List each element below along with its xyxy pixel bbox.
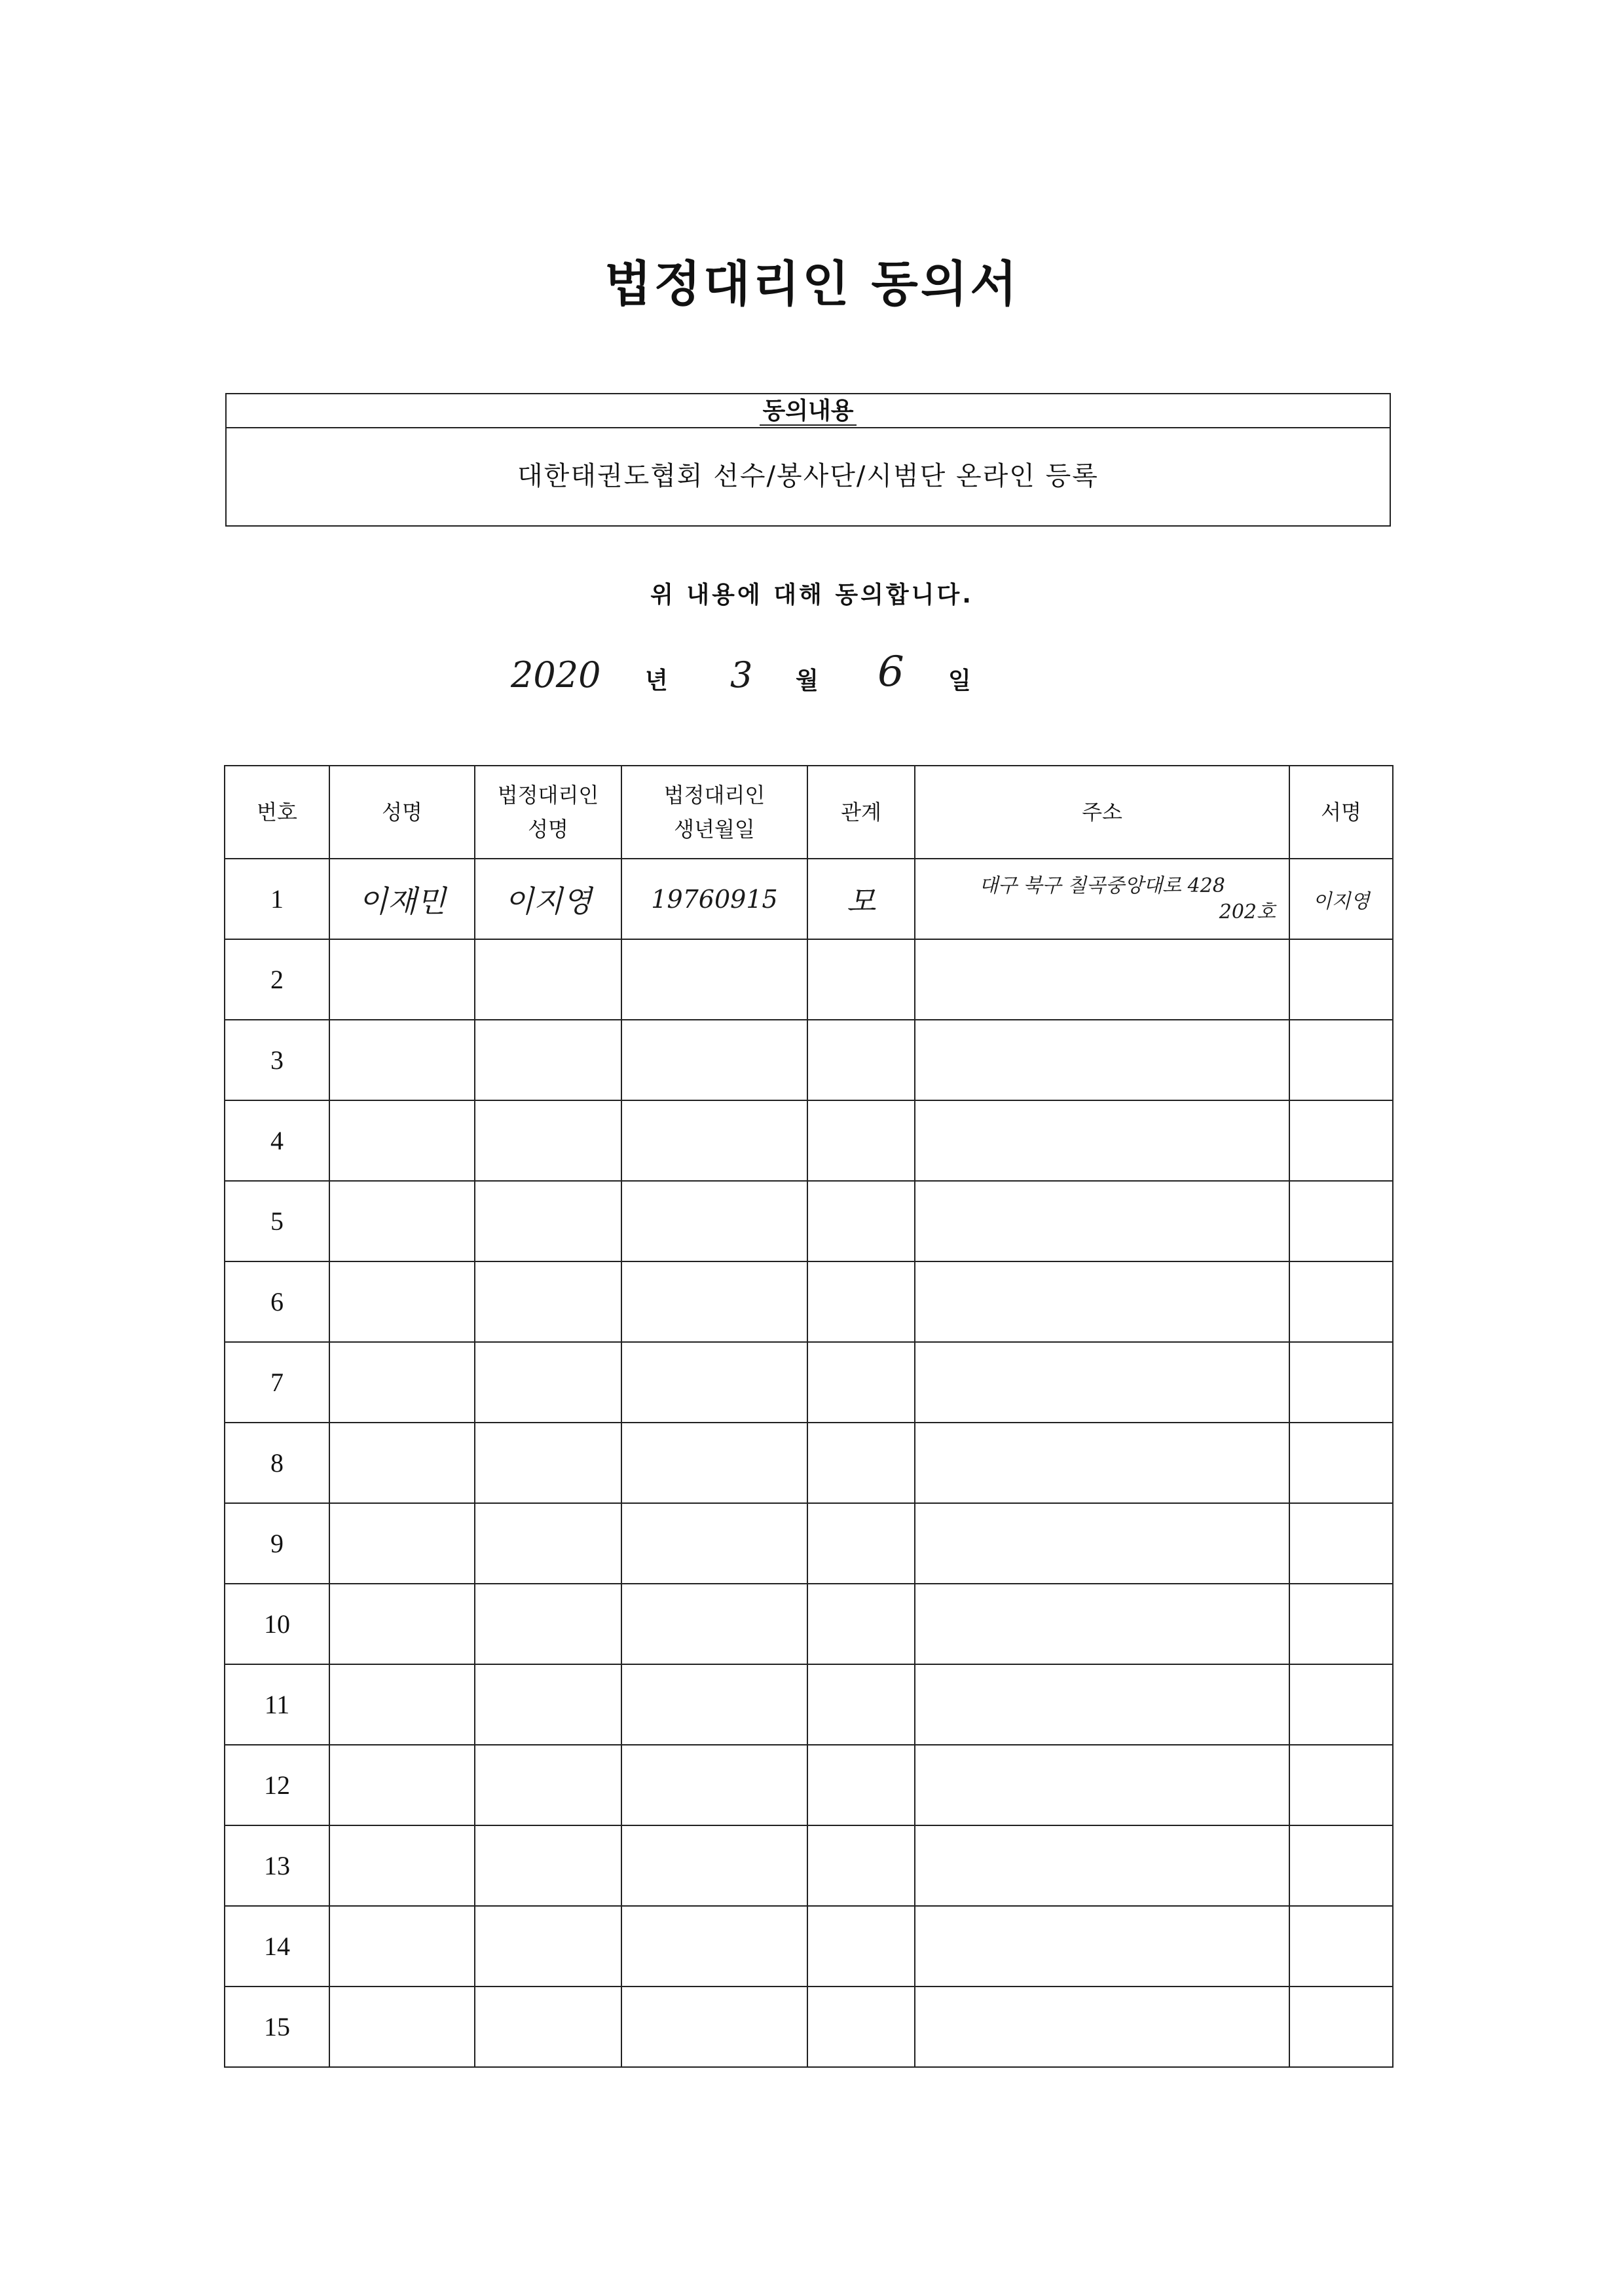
row-guardian-birth[interactable]	[621, 1342, 807, 1423]
row-signature[interactable]	[1289, 939, 1393, 1020]
row-signature[interactable]	[1289, 1020, 1393, 1100]
row-address	[915, 859, 1289, 939]
header-name: 성명	[329, 766, 475, 859]
row-guardian-birth[interactable]	[621, 1825, 807, 1906]
row-relation[interactable]	[807, 1584, 915, 1664]
table-row	[225, 1423, 1393, 1503]
row-guardian-name[interactable]	[475, 1100, 621, 1181]
header-address: 주소	[915, 766, 1289, 859]
row-no: 1	[225, 859, 329, 939]
row-guardian-birth[interactable]	[621, 1745, 807, 1825]
row-relation[interactable]	[807, 939, 915, 1020]
table-row	[225, 1261, 1393, 1342]
row-relation[interactable]	[807, 1342, 915, 1423]
row-relation[interactable]	[807, 1181, 915, 1261]
row-no: 8	[225, 1423, 329, 1503]
row-relation[interactable]	[807, 1825, 915, 1906]
guardian-table	[224, 765, 1393, 2068]
row-name[interactable]	[329, 1423, 475, 1503]
row-guardian-birth[interactable]	[621, 1100, 807, 1181]
row-address-line2: 202호	[1219, 900, 1276, 924]
row-guardian-name[interactable]	[475, 1745, 621, 1825]
consent-header-label: 동의내용	[760, 398, 856, 426]
row-address[interactable]	[915, 939, 1289, 1020]
row-address[interactable]	[915, 1664, 1289, 1745]
row-relation[interactable]	[807, 1503, 915, 1584]
row-address[interactable]	[915, 1342, 1289, 1423]
table-row	[225, 1906, 1393, 1987]
row-name[interactable]	[329, 1584, 475, 1664]
consent-header	[227, 394, 1390, 428]
row-guardian-name[interactable]	[475, 1987, 621, 2067]
row-relation[interactable]	[807, 1906, 915, 1987]
table-row	[225, 1342, 1393, 1423]
row-no: 13	[225, 1825, 329, 1906]
row-address[interactable]	[915, 1987, 1289, 2067]
row-guardian-name[interactable]	[475, 1423, 621, 1503]
row-guardian-birth[interactable]	[621, 1423, 807, 1503]
row-address[interactable]	[915, 1745, 1289, 1825]
row-guardian-birth[interactable]	[621, 1987, 807, 2067]
row-address-line1: 대구 북구 칠곡중앙대로 428	[979, 874, 1225, 897]
date-year: 2020	[511, 654, 601, 696]
row-signature[interactable]	[1289, 1584, 1393, 1664]
row-name[interactable]	[329, 1906, 475, 1987]
row-name[interactable]	[329, 1181, 475, 1261]
row-address[interactable]	[915, 1181, 1289, 1261]
table-row	[225, 1181, 1393, 1261]
row-no: 14	[225, 1906, 329, 1987]
row-guardian-birth[interactable]	[621, 1261, 807, 1342]
row-guardian-name[interactable]	[475, 1342, 621, 1423]
table-row	[225, 1584, 1393, 1664]
header-guardian-birth-line1: 법정대리인	[663, 783, 766, 808]
row-name: 이재민	[329, 859, 475, 939]
row-name[interactable]	[329, 1503, 475, 1584]
row-signature[interactable]	[1289, 1342, 1393, 1423]
row-no: 7	[225, 1342, 329, 1423]
row-address[interactable]	[915, 1825, 1289, 1906]
row-relation[interactable]	[807, 1020, 915, 1100]
header-guardian-name-line1: 법정대리인	[497, 783, 599, 808]
consent-box	[225, 393, 1391, 527]
header-no: 번호	[225, 766, 329, 859]
row-no: 3	[225, 1020, 329, 1100]
row-address[interactable]	[915, 1423, 1289, 1503]
row-name[interactable]	[329, 1987, 475, 2067]
date-month: 3	[730, 654, 753, 696]
row-no: 9	[225, 1503, 329, 1584]
row-no: 4	[225, 1100, 329, 1181]
row-guardian-birth[interactable]	[621, 1503, 807, 1584]
table-row	[225, 1100, 1393, 1181]
row-relation[interactable]	[807, 1745, 915, 1825]
row-signature[interactable]	[1289, 1906, 1393, 1987]
row-name[interactable]	[329, 1745, 475, 1825]
row-signature[interactable]	[1289, 1423, 1393, 1503]
row-name[interactable]	[329, 1664, 475, 1745]
table-row	[225, 1987, 1393, 2067]
row-guardian-birth[interactable]	[621, 1584, 807, 1664]
document-title: 법정대리인 동의서	[604, 256, 1020, 312]
row-no: 12	[225, 1745, 329, 1825]
row-no: 15	[225, 1987, 329, 2067]
row-address[interactable]	[915, 1020, 1289, 1100]
row-no: 5	[225, 1181, 329, 1261]
row-relation[interactable]	[807, 1664, 915, 1745]
row-guardian-name[interactable]	[475, 1825, 621, 1906]
row-signature[interactable]	[1289, 1825, 1393, 1906]
header-guardian-name-line2: 성명	[528, 817, 568, 842]
row-signature[interactable]	[1289, 1503, 1393, 1584]
table-row	[225, 939, 1393, 1020]
row-name[interactable]	[329, 1261, 475, 1342]
date-day-label: 일	[948, 667, 971, 694]
row-signature: 이지영	[1289, 859, 1393, 939]
row-guardian-birth: 19760915	[621, 859, 807, 939]
row-address[interactable]	[915, 1100, 1289, 1181]
row-guardian-birth[interactable]	[621, 1906, 807, 1987]
row-guardian-name[interactable]	[475, 1181, 621, 1261]
row-no: 11	[225, 1664, 329, 1745]
row-signature[interactable]	[1289, 1181, 1393, 1261]
header-signature: 서명	[1289, 766, 1393, 859]
row-guardian-birth[interactable]	[621, 1664, 807, 1745]
row-address[interactable]	[915, 1261, 1289, 1342]
date-month-label: 월	[796, 667, 819, 694]
row-address[interactable]	[915, 1503, 1289, 1584]
table-row	[225, 859, 1393, 939]
row-relation[interactable]	[807, 1100, 915, 1181]
header-relation: 관계	[807, 766, 915, 859]
row-no: 10	[225, 1584, 329, 1664]
row-name[interactable]	[329, 939, 475, 1020]
row-relation: 모	[807, 859, 915, 939]
row-guardian-birth[interactable]	[621, 1020, 807, 1100]
row-guardian-name[interactable]	[475, 1664, 621, 1745]
header-guardian-birth	[621, 766, 807, 859]
row-signature[interactable]	[1289, 1100, 1393, 1181]
agree-statement: 위 내용에 대해 동의합니다.	[650, 582, 974, 608]
row-guardian-name[interactable]	[475, 1906, 621, 1987]
row-guardian-name: 이지영	[475, 859, 621, 939]
row-signature[interactable]	[1289, 1745, 1393, 1825]
table-header-row	[225, 766, 1393, 859]
row-relation[interactable]	[807, 1423, 915, 1503]
consent-body: 대한태권도협회 선수/봉사단/시범단 온라인 등록	[517, 461, 1099, 491]
row-guardian-name[interactable]	[475, 1503, 621, 1584]
row-guardian-birth[interactable]	[621, 1181, 807, 1261]
row-name[interactable]	[329, 1825, 475, 1906]
row-address[interactable]	[915, 1584, 1289, 1664]
header-guardian-birth-line2: 생년월일	[674, 817, 755, 842]
row-guardian-name[interactable]	[475, 1020, 621, 1100]
row-signature[interactable]	[1289, 1261, 1393, 1342]
row-guardian-birth[interactable]	[621, 939, 807, 1020]
date-year-label: 년	[645, 667, 668, 694]
row-address[interactable]	[915, 1906, 1289, 1987]
row-no: 6	[225, 1261, 329, 1342]
date-day: 6	[877, 648, 904, 696]
row-guardian-name[interactable]	[475, 939, 621, 1020]
row-relation[interactable]	[807, 1261, 915, 1342]
header-guardian-name	[475, 766, 621, 859]
row-relation[interactable]	[807, 1987, 915, 2067]
row-guardian-name[interactable]	[475, 1261, 621, 1342]
row-no: 2	[225, 939, 329, 1020]
date-line	[0, 648, 1624, 704]
table-row	[225, 1825, 1393, 1906]
row-name[interactable]	[329, 1100, 475, 1181]
table-row	[225, 1745, 1393, 1825]
table-row	[225, 1664, 1393, 1745]
row-name[interactable]	[329, 1020, 475, 1100]
table-row	[225, 1503, 1393, 1584]
row-signature[interactable]	[1289, 1664, 1393, 1745]
row-signature[interactable]	[1289, 1987, 1393, 2067]
row-guardian-name[interactable]	[475, 1584, 621, 1664]
table-row	[225, 1020, 1393, 1100]
row-name[interactable]	[329, 1342, 475, 1423]
